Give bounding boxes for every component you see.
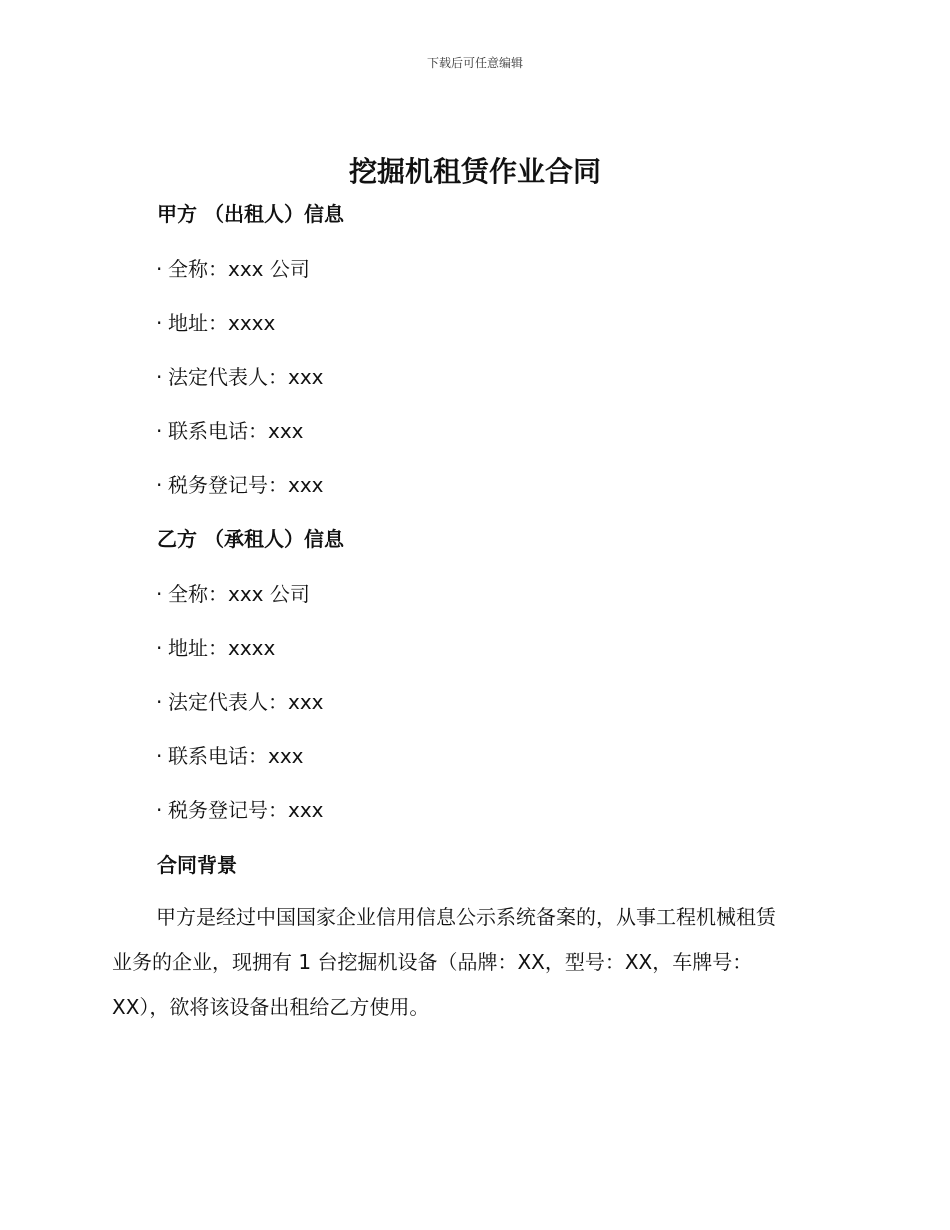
party-b-item-text: 地址：xxxx bbox=[168, 636, 276, 660]
paragraph-line: XX），欲将该设备出租给乙方使用。 bbox=[112, 995, 430, 1019]
bullet-icon: · bbox=[156, 311, 163, 335]
party-a-item-text: 地址：xxxx bbox=[168, 311, 276, 335]
background-paragraph bbox=[112, 895, 832, 1030]
bullet-icon: · bbox=[156, 365, 163, 389]
bullet-icon: · bbox=[156, 582, 163, 606]
bullet-icon: · bbox=[156, 636, 163, 660]
party-b-item-text: 法定代表人：xxx bbox=[168, 690, 324, 714]
party-b-item-tax-id bbox=[156, 794, 324, 823]
bullet-icon: · bbox=[156, 798, 163, 822]
party-b-item-legal-rep bbox=[156, 686, 324, 715]
party-a-item-name bbox=[156, 253, 310, 282]
party-a-item-address bbox=[156, 307, 275, 336]
party-a-item-legal-rep bbox=[156, 361, 324, 390]
header-note: 下载后可任意编辑 bbox=[426, 56, 523, 70]
bullet-icon: · bbox=[156, 690, 163, 714]
party-a-item-phone bbox=[156, 415, 304, 444]
party-a-item-text: 税务登记号：xxx bbox=[168, 473, 324, 497]
party-b-heading: 乙方 （承租人）信息 bbox=[157, 527, 344, 551]
paragraph-line-text: 甲方是经过中国国家企业信用信息公示系统备案的，从事工程机械租赁 bbox=[156, 905, 776, 929]
bullet-icon: · bbox=[156, 257, 163, 281]
bullet-icon: · bbox=[156, 744, 163, 768]
party-b-item-text: 全称：xxx 公司 bbox=[168, 582, 310, 606]
party-b-item-name bbox=[156, 578, 310, 607]
bullet-icon: · bbox=[156, 419, 163, 443]
background-heading: 合同背景 bbox=[157, 853, 237, 877]
party-b-item-text: 联系电话：xxx bbox=[168, 744, 304, 768]
bullet-icon: · bbox=[156, 473, 163, 497]
document-title: 挖掘机租赁作业合同 bbox=[348, 155, 601, 188]
party-b-item-text: 税务登记号：xxx bbox=[168, 798, 324, 822]
party-a-item-tax-id bbox=[156, 469, 324, 498]
paragraph-line bbox=[112, 895, 832, 940]
paragraph-line: 业务的企业，现拥有 1 台挖掘机设备（品牌：XX，型号：XX，车牌号： bbox=[112, 950, 753, 974]
party-a-item-text: 法定代表人：xxx bbox=[168, 365, 324, 389]
party-b-item-phone bbox=[156, 740, 304, 769]
party-a-heading: 甲方 （出租人）信息 bbox=[157, 202, 344, 226]
party-b-item-address bbox=[156, 632, 275, 661]
party-a-item-text: 联系电话：xxx bbox=[168, 419, 304, 443]
party-a-item-text: 全称：xxx 公司 bbox=[168, 257, 310, 281]
